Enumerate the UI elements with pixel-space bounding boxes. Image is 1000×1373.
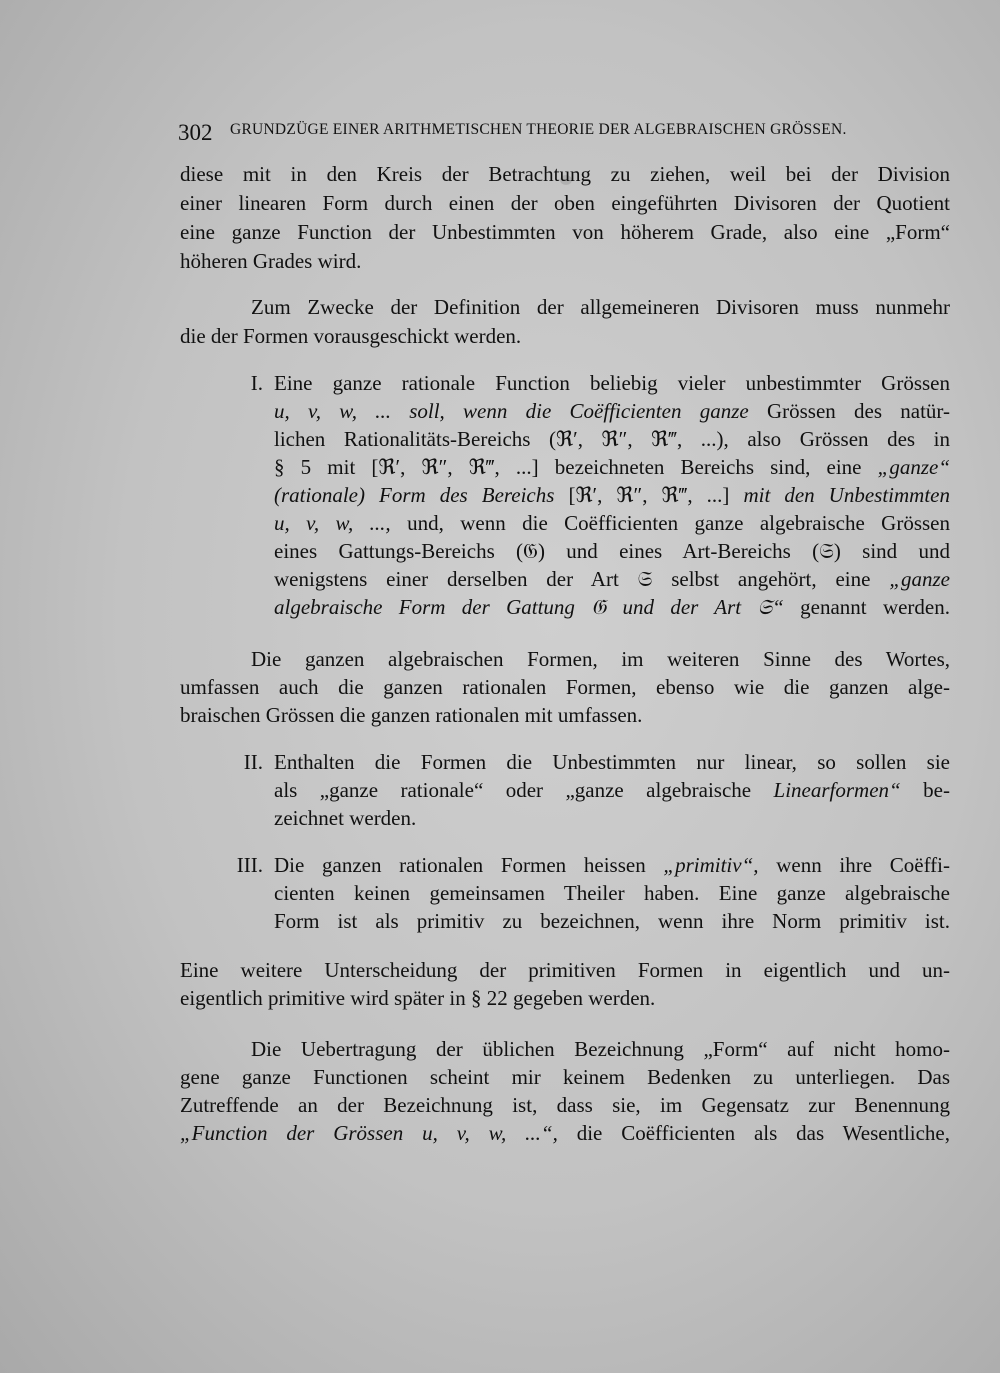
definition-label: II. (243, 750, 263, 774)
emphasis-text: Linearformen“ (773, 778, 901, 802)
text-span: wenigstens einer derselben der Art 𝔖 selbst angehört, eine (274, 567, 871, 591)
paragraph-4-line: Eine weitere Unterscheidung der primitiven Formen in eigentlich und un- (180, 958, 950, 982)
paragraph-5-line: Die Uebertragung der üblichen Bezeichnung „Form“ auf nicht homo- (251, 1037, 950, 1061)
definition-label: I. (250, 371, 263, 395)
definition-2-line: Enthalten die Formen die Unbestimmten nur linear, so sollen sie (274, 750, 950, 774)
paragraph-1-line: einer linearen Form durch einen der oben eingeführten Divisoren der Quotient (180, 191, 950, 215)
definition-1-line: Eine ganze rationale Function beliebig vieler unbestimmter Grössen (274, 371, 950, 395)
running-head: GRUNDZÜGE EINER ARITHMETISCHEN THEORIE DER ALGEBRAISCHEN GRÖSSEN. (230, 121, 847, 138)
definition-2-line: zeichnet werden. (274, 806, 417, 830)
paragraph-5-line (180, 1119, 950, 1147)
definition-3-line: cienten keinen gemeinsamen Theiler haben. Eine ganze algebraische (274, 881, 950, 905)
emphasis-text: (rationale) Form des Bereichs (274, 483, 555, 507)
definition-1-line (274, 593, 950, 621)
definition-label: III. (236, 853, 263, 877)
page-number: 302 (178, 120, 213, 145)
definition-3-line: Form ist als primitiv zu bezeichnen, wenn ihre Norm primitiv ist. (274, 909, 950, 933)
text-span: be- (923, 778, 950, 802)
text-span: genannt werden. (800, 595, 951, 619)
paragraph-1-line: höheren Grades wird. (180, 249, 362, 273)
paragraph-4-line: eigentlich primitive wird später in § 22 gegeben werden. (180, 986, 656, 1010)
emphasis-text: „Function der Grössen u, v, w, ...“, (180, 1121, 558, 1145)
text-span: und, wenn die Coëfficienten ganze algebraische Grössen (407, 511, 950, 535)
text-span: Grössen des natür- (766, 399, 950, 423)
definition-1-line (274, 453, 950, 481)
definition-1-line (274, 565, 950, 593)
paragraph-2-line: die der Formen vorausgeschickt werden. (180, 324, 522, 348)
paragraph-3-line: braischen Grössen die ganzen rationalen mit umfassen. (180, 703, 643, 727)
emphasis-text: mit den Unbestimmten (743, 483, 950, 507)
definition-1-line (274, 397, 950, 425)
paragraph-1-line: eine ganze Function der Unbestimmten von höherem Grade, also eine „Form“ (180, 220, 950, 244)
definition-1-line: eines Gattungs-Bereichs (𝔊) und eines Art-Bereichs (𝔖) sind und (274, 539, 950, 563)
emphasis-text: „ganze (889, 567, 950, 591)
variables-text: u, v, w, ..., (274, 511, 391, 535)
page-header (178, 117, 908, 145)
emphasis-text: algebraische Form der Gattung 𝔊 und der Art 𝔖“ (274, 595, 784, 619)
text-span: § 5 mit [ℜ′, ℜ″, ℜ‴, ...] bezeichneten Bereichs sind, eine (274, 455, 862, 479)
paragraph-5-line: gene ganze Functionen scheint mir keinem Bedenken zu unterliegen. Das (180, 1065, 950, 1089)
definition-1-line (274, 509, 950, 537)
paragraph-5-line: Zutreffende an der Bezeichnung ist, dass sie, im Gegensatz zur Benennung (180, 1093, 950, 1117)
definition-1-line (274, 481, 950, 509)
emphasis-text: „ganze“ (877, 455, 951, 479)
paragraph-3-line: Die ganzen algebraischen Formen, im weiteren Sinne des Wortes, (251, 647, 950, 671)
text-span: als „ganze rationale“ oder „ganze algebraische (274, 778, 752, 802)
emphasis-text: „primitiv“, (663, 853, 759, 877)
emphasis-text: ganze (699, 399, 749, 423)
definition-1-line: lichen Rationalitäts-Bereichs (ℜ′, ℜ″, ℜ‴, ...), also Grössen des in (274, 427, 950, 451)
text-span: [ℜ′, ℜ″, ℜ‴, ...] (568, 483, 730, 507)
paragraph-1-line: diese mit in den Kreis der Betrachtung zu ziehen, weil bei der Division (180, 162, 950, 186)
text-span: Die ganzen rationalen Formen heissen (274, 853, 646, 877)
text-span: wenn ihre Coëffi- (776, 853, 950, 877)
definition-3-line (274, 851, 950, 879)
paragraph-2-line: Zum Zwecke der Definition der allgemeineren Divisoren muss nunmehr (251, 295, 950, 319)
paragraph-3-line: umfassen auch die ganzen rationalen Formen, ebenso wie die ganzen alge- (180, 675, 950, 699)
variables-text: u, v, w, ... soll, wenn die Coëfficienten (274, 399, 682, 423)
definition-2-line (274, 776, 950, 804)
text-span: die Coëfficienten als das Wesentliche, (576, 1121, 951, 1145)
